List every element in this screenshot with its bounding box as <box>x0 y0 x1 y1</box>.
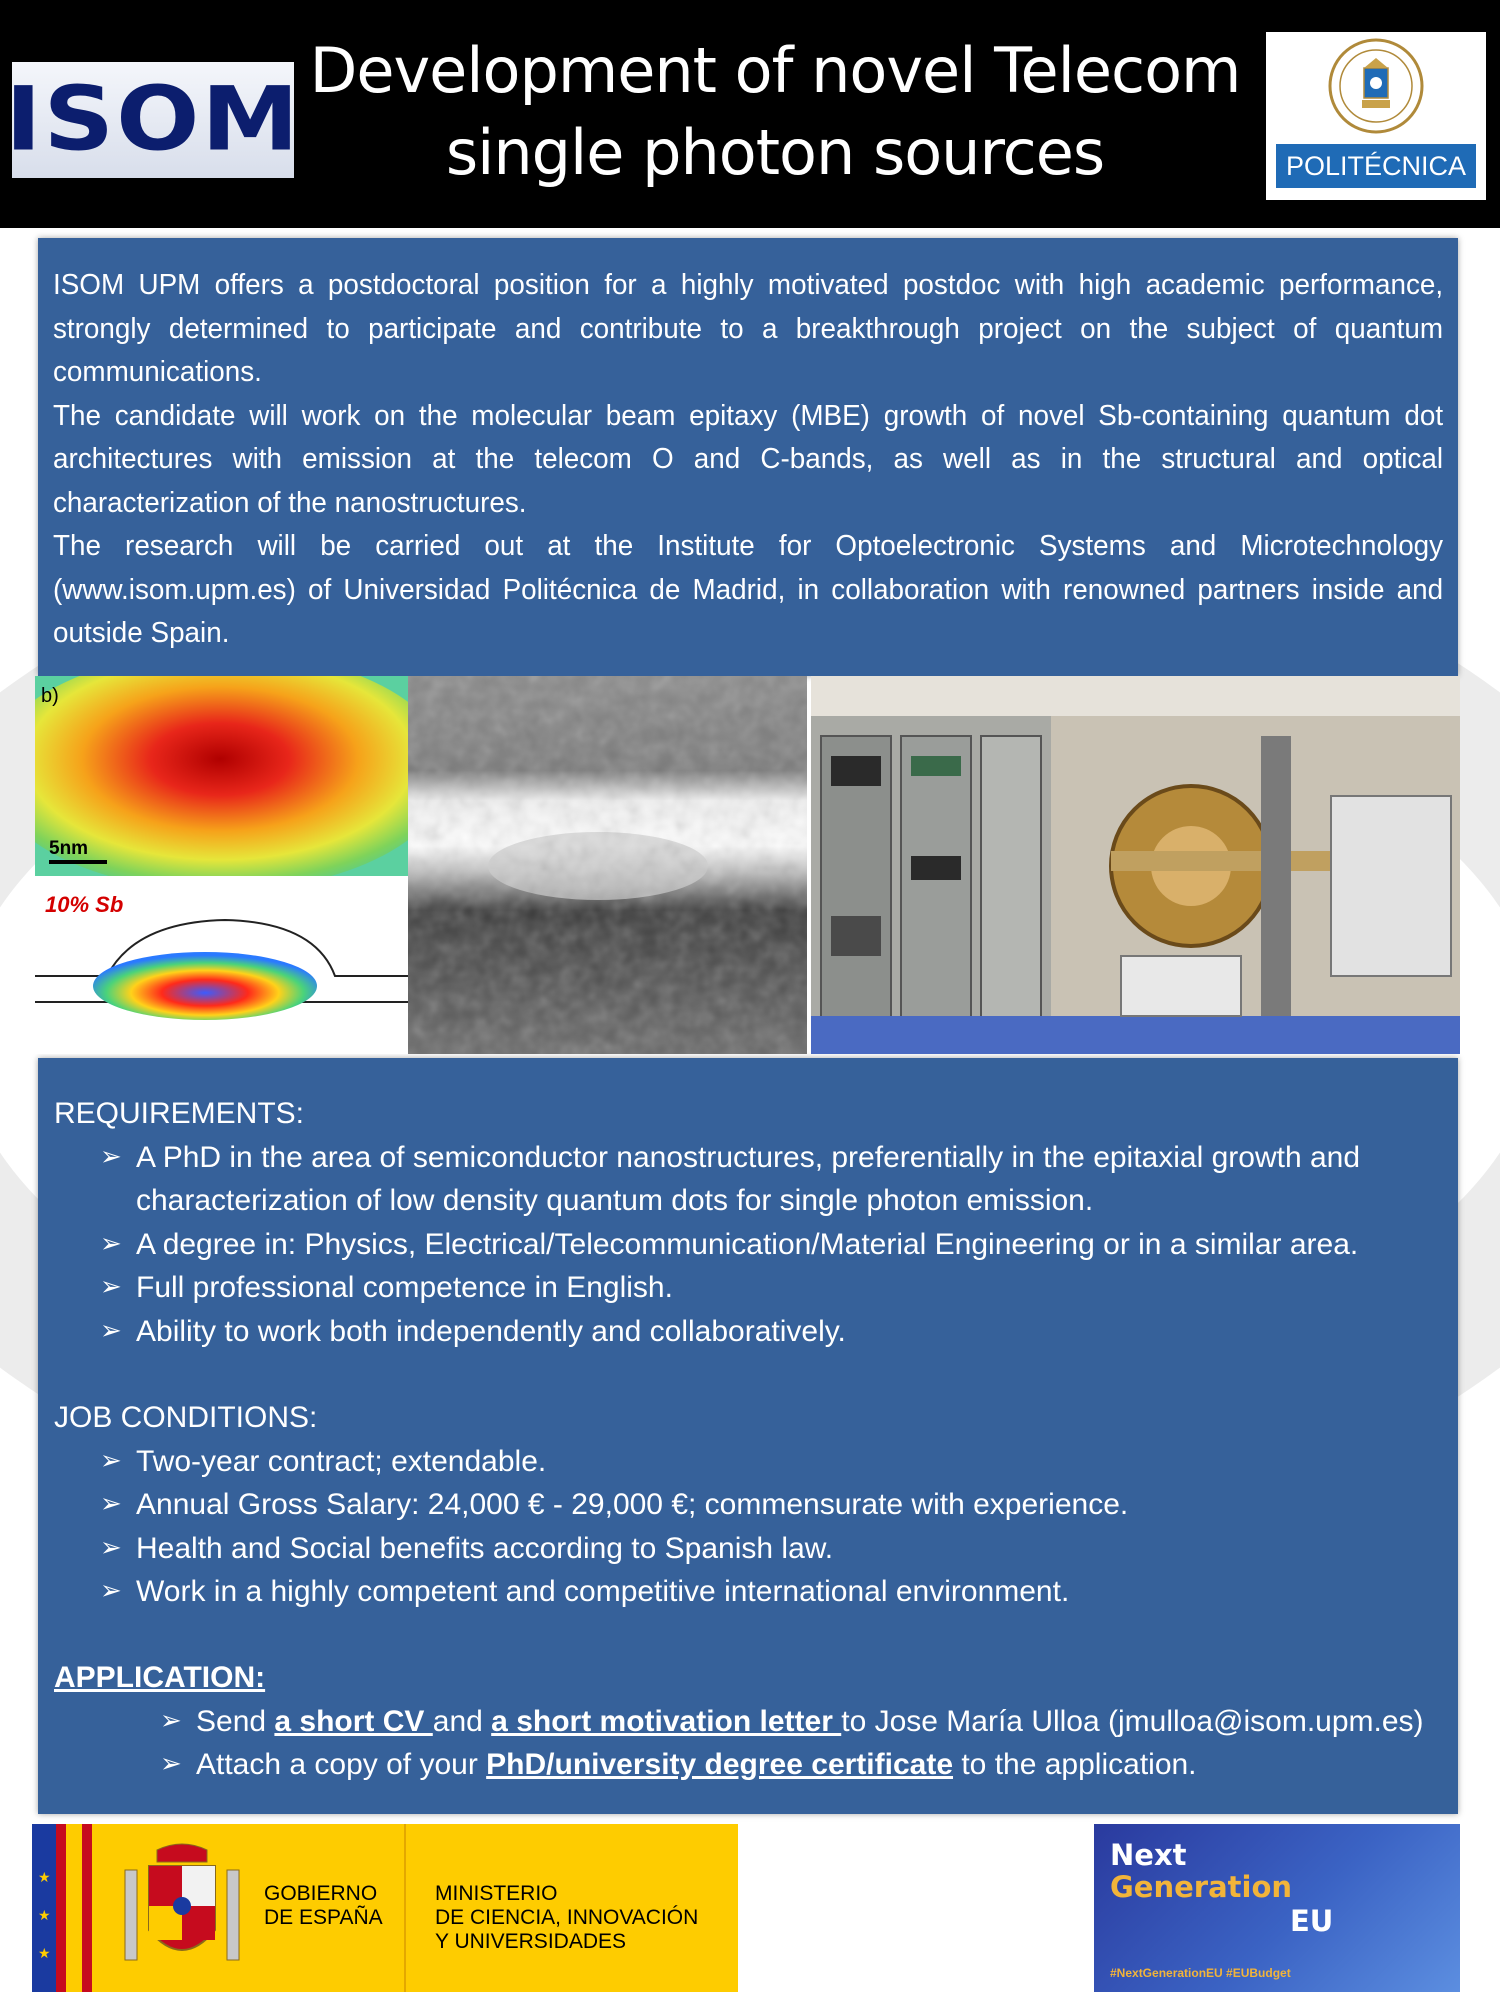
header-banner <box>0 0 1500 228</box>
application-section <box>54 1656 1424 1787</box>
spain-government-logo <box>32 1824 738 1992</box>
intro-text <box>53 264 1443 656</box>
degree-certificate-link[interactable]: PhD/university degree certificate <box>486 1748 954 1781</box>
arrow-bullet-icon: ➢ <box>100 1532 122 1563</box>
details-panel <box>38 1058 1458 1814</box>
tem-figure <box>408 676 807 1054</box>
application-heading: APPLICATION: <box>54 1661 266 1694</box>
next-generation-eu-logo <box>1094 1824 1460 1992</box>
requirements-heading: REQUIREMENTS: <box>54 1097 305 1130</box>
requirement-item: ➢ A degree in: Physics, Electrical/Telecommunication/Material Engineering or in a similar area. <box>100 1223 1436 1267</box>
intro-paragraph-1: ISOM UPM offers a postdoctoral position for a highly motivated postdoc with high academic performance, strongly determined to participate and contribute to a breakthrough project on the subject of quantum communications. <box>53 269 1444 388</box>
ng-line-2: Generation <box>1110 1870 1293 1904</box>
arrow-bullet-icon: ➢ <box>100 1315 122 1346</box>
isom-logo-text: ISOM <box>5 68 301 172</box>
arrow-bullet-icon: ➢ <box>100 1576 122 1606</box>
intro-paragraph-2: The candidate will work on the molecular beam epitaxy (MBE) growth of novel Sb-containing quantum dot architectures with emission at the telecom O and C-bands, as well as in the structural and optical characterization of the nanostructures. <box>53 399 1444 519</box>
condition-item: ➢ Two-year contract; extendable. <box>100 1440 1436 1484</box>
ministry-text: MINISTERIO DE CIENCIA, INNOVACIÓN Y UNIVERSIDADES <box>435 1882 699 1953</box>
arrow-bullet-icon: ➢ <box>160 1749 182 1779</box>
svg-text:★: ★ <box>38 1907 51 1923</box>
intro-paragraph-3: The research will be carried out at the Institute for Optoelectronic Systems and Microtechnology (www.isom.upm.es) of Universidad Politécnica de Madrid, in collaboration with renowned partners inside and outside Spain. <box>53 530 1444 649</box>
title-line-1: Development of novel Telecom <box>309 34 1241 107</box>
eu-spain-flag-icon <box>32 1824 92 1992</box>
isom-logo <box>5 62 301 178</box>
ng-hashtags: #NextGenerationEU #EUBudget <box>1110 1966 1291 1980</box>
footer-divider <box>404 1824 406 1992</box>
requirements-section <box>54 1092 1436 1353</box>
motivation-letter-link[interactable]: a short motivation letter <box>491 1704 842 1738</box>
upm-seal-icon <box>1328 38 1424 134</box>
job-conditions-section <box>54 1396 1436 1614</box>
requirement-item: ➢ Ability to work both independently and collaboratively. <box>100 1310 1436 1354</box>
arrow-bullet-icon: ➢ <box>160 1705 182 1736</box>
quantum-dot-simulation-image <box>35 676 408 1054</box>
svg-text:★: ★ <box>38 1945 51 1961</box>
arrow-bullet-icon: ➢ <box>100 1272 122 1302</box>
mbe-system-illustration <box>811 676 1460 1054</box>
application-item: ➢ Attach a copy of your PhD/university degree certificate to the application. <box>160 1743 1424 1787</box>
ng-line-1: Next <box>1110 1838 1187 1872</box>
tem-image <box>408 676 807 1054</box>
condition-item: ➢ Annual Gross Salary: 24,000 € - 29,000 €; commensurate with experience. <box>100 1483 1436 1527</box>
panel-label: b) <box>41 685 59 707</box>
arrow-bullet-icon: ➢ <box>100 1141 122 1172</box>
page-title <box>300 30 1250 194</box>
image-strip <box>35 676 1460 1054</box>
ng-line-3: EU <box>1290 1904 1334 1938</box>
arrow-bullet-icon: ➢ <box>100 1489 122 1519</box>
coat-of-arms-icon <box>117 1840 247 1980</box>
application-item: ➢ Send a short CV and a short motivation letter to Jose María Ulloa (jmulloa@isom.upm.es) <box>160 1700 1424 1744</box>
arrow-bullet-icon: ➢ <box>100 1445 122 1476</box>
svg-text:★: ★ <box>38 1869 51 1885</box>
requirement-item: ➢ A PhD in the area of semiconductor nanostructures, preferentially in the epitaxial growth and characterization of low density quantum dots for single photon emission. <box>100 1136 1436 1223</box>
condition-item: ➢ Work in a highly competent and competitive international environment. <box>100 1570 1436 1614</box>
heatmap-figure <box>35 676 408 1054</box>
sb-label: 10% Sb <box>45 892 124 917</box>
mbe-lab-photo <box>811 676 1460 1054</box>
title-line-2: single photon sources <box>445 116 1105 189</box>
scale-label: 5nm <box>49 838 89 859</box>
upm-logo <box>1266 32 1486 200</box>
cv-link[interactable]: a short CV <box>274 1704 433 1738</box>
condition-item: ➢ Health and Social benefits according to Spanish law. <box>100 1527 1436 1571</box>
job-conditions-heading: JOB CONDITIONS: <box>54 1401 318 1434</box>
requirement-item: ➢ Full professional competence in English. <box>100 1266 1436 1310</box>
intro-panel <box>38 238 1458 676</box>
upm-label: POLITÉCNICA <box>1276 144 1476 188</box>
gobierno-text: GOBIERNO DE ESPAÑA <box>264 1882 383 1929</box>
scale-bar <box>49 860 107 864</box>
arrow-bullet-icon: ➢ <box>100 1228 122 1259</box>
